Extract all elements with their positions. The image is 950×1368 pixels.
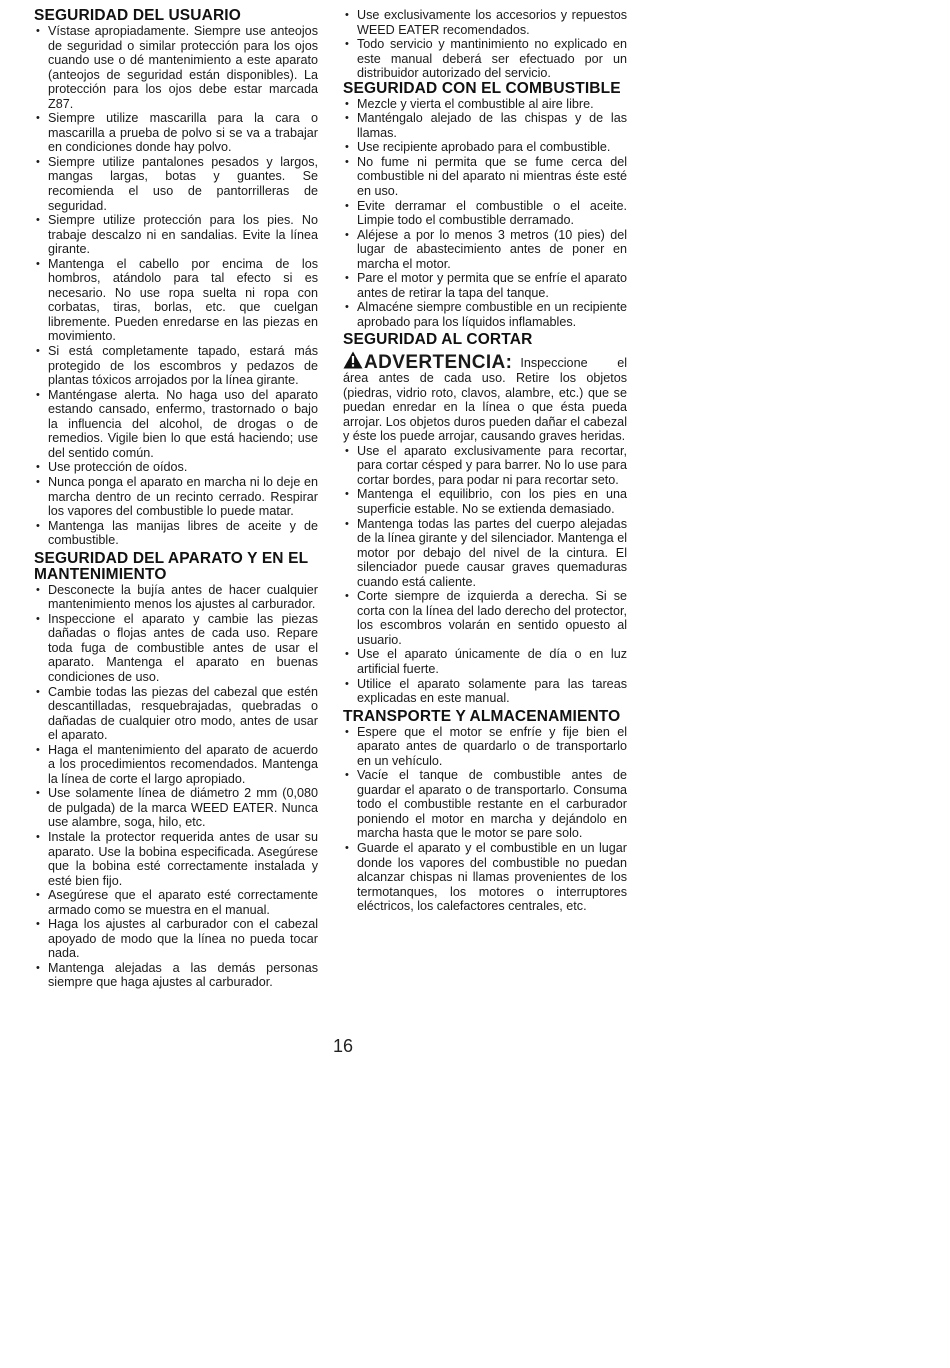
list-item: • Mezcle y vierta el combustible al aire libre. <box>343 97 627 112</box>
section-title-transport-storage: TRANSPORTE Y ALMACENAMIENTO <box>343 707 621 725</box>
list-item: • Evite derramar el combustible o el aceite. Limpie todo el combustible derramado. <box>343 199 627 228</box>
list-item: • Inspeccione el aparato y cambie las piezas dañadas o flojas antes de cada uso. Repare toda fuga de combustible antes de usar el aparato. Mantenga el aparato en buenas condiciones de uso. <box>34 612 318 685</box>
list-item: • Use solamente línea de diámetro 2 mm (0,080 de pulgada) de la marca WEED EATER. Nunca use alambre, soga, hilo, etc. <box>34 786 318 830</box>
maintenance-safety-list-continued <box>343 8 627 81</box>
warning-text: Inspeccione el área antes de cada uso. Retire los objetos (piedras, vidrio roto, clavos, alambre, etc.) que se puedan enredar en la línea o que ésta pueda arrojar. Los objetos duros pueden dañar el cabezal y éste los puede arrojar, causando graves heridas. <box>343 356 627 444</box>
list-item: • Manténgalo alejado de las chispas y de las llamas. <box>343 111 627 140</box>
list-item: • Manténgase alerta. No haga uso del aparato estando cansado, enfermo, trastornado o bajo la influencia del alcohol, de drogas o de remedios. Vigile bien lo que está haciendo; use del sentido común. <box>34 388 318 461</box>
maintenance-safety-list <box>34 583 318 990</box>
list-item: • Haga el mantenimiento del aparato de acuerdo a los procedimientos recomendados. Mantenga la línea de corte el largo apropiado. <box>34 743 318 787</box>
list-item: • Use protección de oídos. <box>34 460 318 475</box>
list-item: • Desconecte la bujía antes de hacer cualquier mantenimiento menos los ajustes al carburador. <box>34 583 318 612</box>
list-item: • Vacíe el tanque de combustible antes de guardar el aparato o de transportarlo. Consuma todo el combustible restante en el carburador poniendo el motor en marcha y dejándolo en marcha hasta que le motor se pare solo. <box>343 768 627 841</box>
section-title-fuel-safety: SEGURIDAD CON EL COMBUSTIBLE <box>343 79 621 97</box>
list-item: • Pare el motor y permita que se enfríe el aparato antes de retirar la tapa del tanque. <box>343 271 627 300</box>
fuel-safety-list <box>343 97 627 330</box>
list-item: • Asegúrese que el aparato esté correctamente armado como se muestra en el manual. <box>34 888 318 917</box>
list-item: • Mantenga el cabello por encima de los hombros, atándolo para tal efecto si es necesario. No use ropa suelta ni ropa con corbatas, tiras, borlas, etc. que cuelgan libremente. Pueden enredarse en las piezas en movimiento. <box>34 257 318 344</box>
list-item: • Use el aparato únicamente de día o en luz artificial fuerte. <box>343 647 627 676</box>
list-item: • Use exclusivamente los accesorios y repuestos WEED EATER recomendados. <box>343 8 627 37</box>
section-title-cutting-safety: SEGURIDAD AL CORTAR <box>343 331 533 349</box>
list-item: • Utilice el aparato solamente para las tareas explicadas en este manual. <box>343 677 627 706</box>
list-item: • Todo servicio y mantinimiento no explicado en este manual deberá ser efectuado por un distribuidor autorizado del servicio. <box>343 37 627 81</box>
list-item: • Use recipiente aprobado para el combustible. <box>343 140 627 155</box>
list-item: • Mantenga las manijas libres de aceite y de combustible. <box>34 519 318 548</box>
list-item: • Instale la protector requerida antes de usar su aparato. Use la bobina especificada. Asegúrese que la bobina esté correctamente instalada y esté bien fijo. <box>34 830 318 888</box>
list-item: • Nunca ponga el aparato en marcha ni lo deje en marcha dentro de un recinto cerrado. Respirar los vapores del combustible lo puede matar. <box>34 475 318 519</box>
list-item: • Vístase apropiadamente. Siempre use anteojos de seguridad o similar protección para los ojos cuando use o dé mantenimiento a este aparato (anteojos de seguridad están disponibles). La protección para los ojos debe estar marcada Z87. <box>34 24 318 111</box>
list-item: • Espere que el motor se enfríe y fije bien el aparato antes de quardarlo o de transportarlo en un vehículo. <box>343 725 627 769</box>
list-item: • Mantenga el equilibrio, con los pies en una superficie estable. No se extienda demasiado. <box>343 487 627 516</box>
section-title-maintenance-safety: SEGURIDAD DEL APARATO Y EN EL MANTENIMIENTO <box>34 549 308 583</box>
transport-storage-list <box>343 725 627 914</box>
list-item: • Cambie todas las piezas del cabezal que estén descantilladas, resquebrajadas, quebradas o dañadas de cualquier otro modo, antes de usar el aparato. <box>34 685 318 743</box>
left-column <box>34 8 318 990</box>
warning-paragraph <box>343 351 627 443</box>
list-item: • Siempre utilize mascarilla para la cara o mascarilla a prueba de polvo si se va a trabajar en condiciones donde hay polvo. <box>34 111 318 155</box>
list-item: • Si está completamente tapado, estará más protegido de los escombros y pedazos de plantas tóxicos arrojados por la línea girante. <box>34 344 318 388</box>
warning-label: ADVERTENCIA: <box>364 352 513 374</box>
cutting-safety-list <box>343 444 627 706</box>
list-item: • Use el aparato exclusivamente para recortar, para cortar césped y para barrer. No lo use para cortar bordes, para podar ni para recortar seto. <box>343 444 627 488</box>
list-item: • Siempre utilize protección para los pies. No trabaje descalzo ni en sandalias. Evite la línea girante. <box>34 213 318 257</box>
list-item: • Siempre utilize pantalones pesados y largos, mangas largas, botas y guantes. Se recomienda el uso de pantorrilleras de seguridad. <box>34 155 318 213</box>
user-safety-list <box>34 24 318 548</box>
list-item: • Mantenga todas las partes del cuerpo alejadas de la línea girante y del silenciador. Mantenga el motor por debajo del nivel de la cintura. El silenciador puede causar graves quemaduras cuando está caliente. <box>343 517 627 590</box>
list-item: • No fume ni permita que se fume cerca del combustible ni del aparato ni mientras éste esté en uso. <box>343 155 627 199</box>
list-item: • Haga los ajustes al carburador con el cabezal apoyado de modo que la línea no pueda tocar nada. <box>34 917 318 961</box>
right-column <box>343 8 627 914</box>
page-number: 16 <box>333 1036 354 1056</box>
list-item: • Guarde el aparato y el combustible en un lugar donde los vapores del combustible no puedan alcanzar chispas ni llamas provenientes de los termotanques, los motores o interruptores eléctricos, los calefactores centrales, etc. <box>343 841 627 914</box>
list-item: • Mantenga alejadas a las demás personas siempre que haga ajustes al carburador. <box>34 961 318 990</box>
list-item: • Aléjese a por lo menos 3 metros (10 pies) del lugar de abastecimiento antes de poner en marcha el motor. <box>343 228 627 272</box>
list-item: • Almacéne siempre combustible en un recipiente aprobado para los líquidos inflamables. <box>343 300 627 329</box>
section-title-user-safety: SEGURIDAD DEL USUARIO <box>34 7 241 24</box>
list-item: • Corte siempre de izquierda a derecha. Si se corta con la línea del lado derecho del protector, los escombros volarán en sentido opuesto al usuario. <box>343 589 627 647</box>
warning-triangle-icon <box>343 351 363 369</box>
